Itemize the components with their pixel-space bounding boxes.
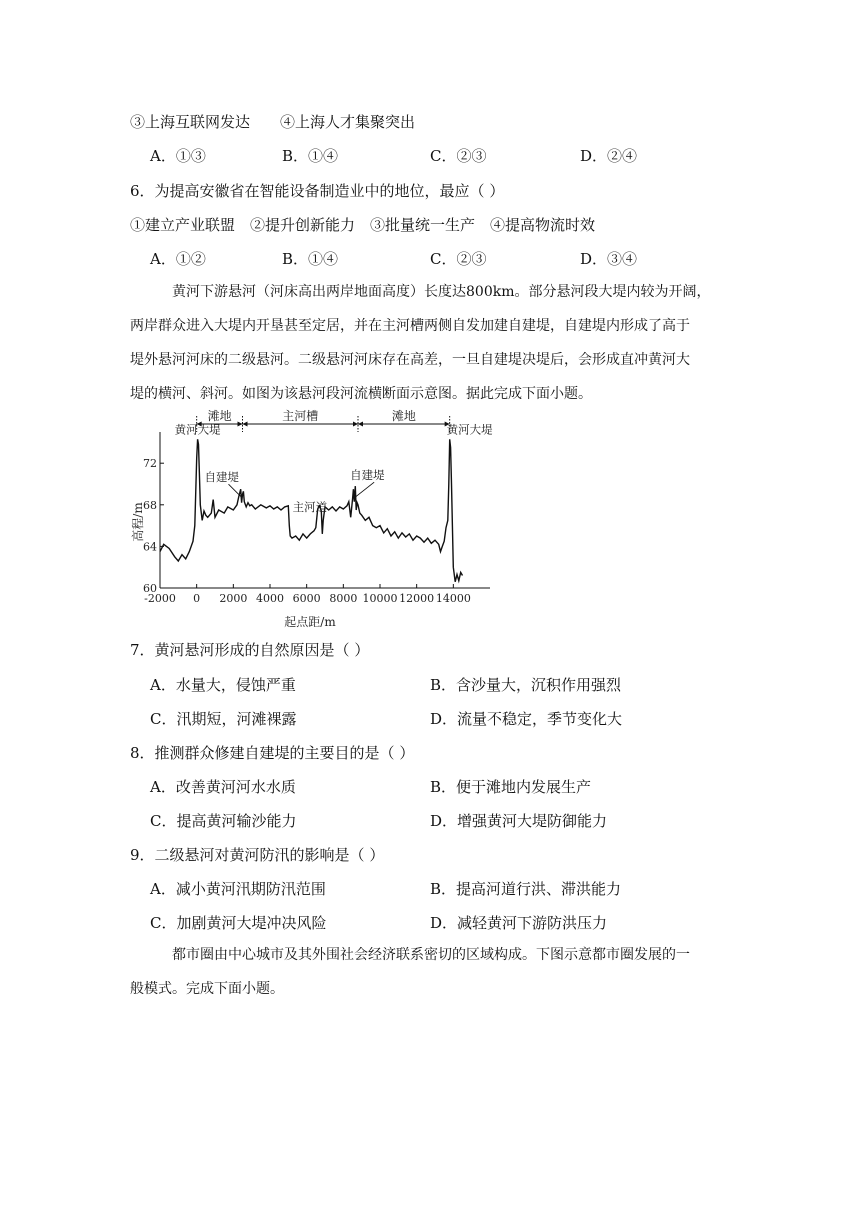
q5-option-c: C．②③: [430, 147, 487, 165]
annotation-arrow: [229, 484, 242, 497]
zone-arrow: [358, 422, 363, 427]
chart-annotation-label: 主河道: [292, 500, 328, 515]
q9-option-c: C．加剧黄河大堤冲决风险: [150, 914, 327, 932]
chart-annotation-label: 自建堤: [204, 470, 239, 485]
zone-label: 主河槽: [282, 409, 319, 423]
q7-option-b: B．含沙量大，沉积作用强烈: [430, 676, 622, 694]
y-tick-label: 64: [143, 540, 157, 554]
x-tick-label: 2000: [219, 592, 248, 605]
q8-option-a: A．改善黄河河水水质: [150, 778, 296, 796]
passage-yellow-river: [130, 275, 710, 411]
zone-bar: [197, 408, 450, 432]
zone-label: 滩地: [391, 409, 416, 423]
zone-label: 滩地: [207, 409, 232, 423]
q7-option-d: D．流量不稳定，季节变化大: [430, 710, 623, 728]
chart-ticks: [143, 457, 471, 605]
passage-line: 堤外悬河河床的二级悬河。二级悬河河床存在高差，一旦自建堤决堤后，会形成直冲黄河大: [130, 352, 690, 368]
q7-option-a: A．水量大，侵蚀严重: [150, 676, 296, 694]
q8-stem: 8．推测群众修建自建堤的主要目的是（ ）: [130, 744, 415, 762]
q9-stem: 9．二级悬河对黄河防汛的影响是（ ）: [130, 846, 385, 864]
y-tick-label: 60: [143, 582, 157, 595]
q5-option-a: A．①③: [150, 147, 206, 165]
x-tick-label: -2000: [144, 592, 176, 605]
q6-option-a: A．①②: [150, 250, 206, 268]
q9-option-b: B．提高河道行洪、滞洪能力: [430, 880, 622, 898]
x-tick-label: 14000: [435, 592, 471, 605]
passage-line: 堤的横河、斜河。如图为该悬河段河流横断面示意图。据此完成下面小题。: [130, 386, 592, 402]
annotation-arrow: [355, 482, 374, 497]
y-tick-label: 72: [143, 457, 157, 471]
passage-line: 黄河下游悬河（河床高出两岸地面高度）长度达800km。部分悬河段大堤内较为开阔，: [172, 284, 711, 300]
x-tick-label: 0: [193, 592, 201, 605]
x-tick-label: 10000: [362, 592, 398, 605]
zone-arrow: [243, 422, 248, 427]
q5-items-continued: ③上海互联网发达 ④上海人才集聚突出: [130, 113, 416, 131]
q9-option-a: A．减小黄河汛期防汛范围: [150, 880, 326, 898]
q8-option-d: D．增强黄河大堤防御能力: [430, 812, 608, 830]
q7-stem: 7．黄河悬河形成的自然原因是（ ）: [130, 641, 370, 659]
chart-annotation-label: 自建堤: [350, 468, 385, 483]
q6-option-d: D．③④: [580, 250, 638, 268]
q7-option-c: C．汛期短，河滩裸露: [150, 710, 297, 728]
x-axis-label: 起点距/m: [284, 615, 336, 629]
x-tick-label: 8000: [329, 592, 358, 605]
q6-stem: 6．为提高安徽省在智能设备制造业中的地位，最应（ ）: [130, 182, 505, 200]
y-tick-label: 68: [143, 498, 157, 512]
zone-arrow: [238, 422, 243, 427]
q8-option-b: B．便于滩地内发展生产: [430, 778, 592, 796]
chart-annotation-label: 黄河大堤: [446, 422, 493, 437]
x-tick-label: 4000: [256, 592, 284, 605]
y-axis-label: 高程/m: [131, 502, 145, 542]
q6-option-b: B．①④: [282, 250, 339, 268]
passage-line: 两岸群众进入大堤内开垦甚至定居，并在主河槽两侧自发加建自建堤，自建堤内形成了高于: [130, 318, 690, 334]
q6-option-c: C．②③: [430, 250, 487, 268]
q5-option-b: B．①④: [282, 147, 339, 165]
x-tick-label: 12000: [399, 592, 435, 605]
q8-option-c: C．提高黄河输沙能力: [150, 812, 297, 830]
river-cross-section-chart: [130, 402, 510, 632]
passage-metropolitan: [130, 938, 690, 1006]
q6-items: ①建立产业联盟 ②提升创新能力 ③批量统一生产 ④提高物流时效: [130, 216, 596, 234]
q5-option-d: D．②④: [580, 147, 638, 165]
chart-annotation-label: 黄河大堤: [174, 422, 221, 437]
zone-arrow: [353, 422, 358, 427]
chart-annotations: [175, 423, 493, 515]
q9-option-d: D．减轻黄河下游防洪压力: [430, 914, 608, 932]
passage-line: 般模式。完成下面小题。: [130, 981, 284, 997]
passage-line: 都市圈由中心城市及其外围社会经济联系密切的区域构成。下图示意都市圈发展的一: [172, 947, 690, 963]
x-tick-label: 6000: [292, 592, 321, 605]
